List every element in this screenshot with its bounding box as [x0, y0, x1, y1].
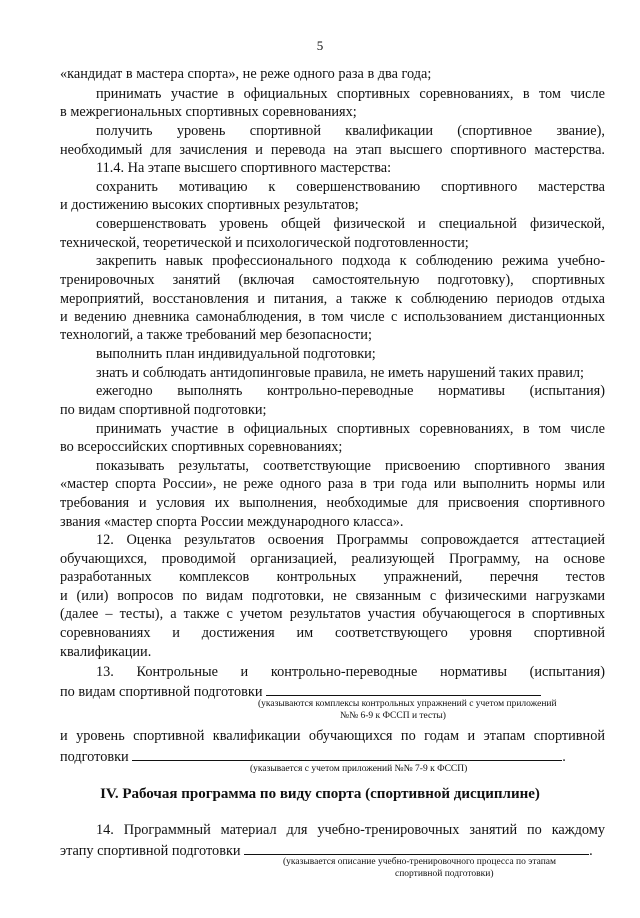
text-line: требования и условия их выполнения, необходимые для присвоения спортивного	[60, 495, 605, 511]
text-line: во всероссийских спортивных соревнованиях;	[60, 439, 343, 455]
trailing-dot: .	[562, 749, 566, 765]
text-line: обучающихся, проводимой организацией, реализующей Программу, на основе	[60, 551, 605, 567]
text-line-with-blank	[60, 747, 605, 764]
text-fragment: этапу спортивной подготовки	[60, 843, 241, 859]
text-line: технической, теоретической и психологической подготовленности;	[60, 235, 469, 251]
text-line: тренировочных занятий (включая самостоятельную подготовку), спортивных	[60, 272, 605, 288]
text-line: разработанных комплексов контрольных упражнений, перечня тестов	[60, 569, 605, 585]
text-line: показывать результаты, соответствующие присвоению спортивного звания	[96, 458, 605, 474]
text-line: принимать участие в официальных спортивных соревнованиях, в том числе	[96, 421, 605, 437]
text-line: соревнованиях и достижения им соответствующего уровня спортивной	[60, 625, 605, 641]
footnote-hint: №№ 6-9 к ФССП и тесты)	[340, 711, 446, 721]
trailing-dot: .	[589, 843, 593, 859]
text-line-with-blank	[60, 682, 605, 699]
text-line: и достижению высоких спортивных результатов;	[60, 197, 359, 213]
footnote-hint: (указывается описание учебно-тренировочного процесса по этапам	[283, 857, 557, 867]
text-line: 14. Программный материал для учебно-тренировочных занятий по каждому	[96, 822, 605, 838]
text-line: знать и соблюдать антидопинговые правила, не иметь нарушений таких правил;	[96, 365, 584, 381]
page-number: 5	[316, 38, 324, 53]
text-line: сохранить мотивацию к совершенствованию спортивного мастерства	[96, 179, 605, 195]
text-line: 12. Оценка результатов освоения Программы сопровождается аттестацией	[96, 532, 605, 548]
text-line: выполнить план индивидуальной подготовки;	[96, 346, 376, 362]
blank-line	[132, 747, 562, 761]
text-line: принимать участие в официальных спортивных соревнованиях, в том числе	[96, 86, 605, 102]
text-line: закрепить навык профессионального подхода к соблюдению режима учебно-	[96, 253, 605, 269]
text-line: совершенствовать уровень общей физической и специальной физической,	[96, 216, 605, 232]
text-line: технологий, а также требований мер безопасности;	[60, 327, 372, 343]
text-line: получить уровень спортивной квалификации (спортивное звание),	[96, 123, 605, 139]
text-line-with-blank	[60, 841, 605, 858]
text-line: и (или) вопросов по видам подготовки, не связанным с физическими нагрузками	[60, 588, 605, 604]
blank-line	[266, 682, 541, 696]
text-fragment: по видам спортивной подготовки	[60, 684, 263, 700]
footnote-hint: спортивной подготовки)	[395, 869, 494, 879]
text-line: «мастер спорта России», не реже одного раза в три года или выполнить нормы или	[60, 476, 605, 492]
text-line: и ведению дневника самонаблюдения, в том числе с использованием дистанционных	[60, 309, 605, 325]
text-line: мероприятий, восстановления и питания, а также к соблюдению периодов отдыха	[60, 291, 605, 307]
text-line: звания «мастер спорта России международного класса».	[60, 514, 404, 530]
text-line: квалификации.	[60, 644, 152, 660]
section-heading: IV. Рабочая программа по виду спорта (спортивной дисциплине)	[100, 786, 540, 802]
blank-line	[244, 841, 589, 855]
text-line: и уровень спортивной квалификации обучающихся по годам и этапам спортивной	[60, 728, 605, 744]
text-line: в межрегиональных спортивных соревнованиях;	[60, 104, 357, 120]
text-line: (далее – тесты), а также с учетом результатов участия обучающегося в спортивных	[60, 606, 605, 622]
text-line: по видам спортивной подготовки;	[60, 402, 267, 418]
footnote-hint: (указывается с учетом приложений №№ 7-9 к ФССП)	[250, 764, 468, 774]
text-line: 13. Контрольные и контрольно-переводные нормативы (испытания)	[96, 664, 605, 680]
text-line: необходимый для зачисления и перевода на этап высшего спортивного мастерства.	[60, 142, 605, 158]
footnote-hint: (указываются комплексы контрольных упражнений с учетом приложений	[258, 699, 557, 709]
text-fragment: подготовки	[60, 749, 129, 765]
text-line: 11.4. На этапе высшего спортивного мастерства:	[96, 160, 392, 176]
text-line: ежегодно выполнять контрольно-переводные нормативы (испытания)	[96, 383, 605, 399]
text-line: «кандидат в мастера спорта», не реже одного раза в два года;	[60, 66, 432, 82]
